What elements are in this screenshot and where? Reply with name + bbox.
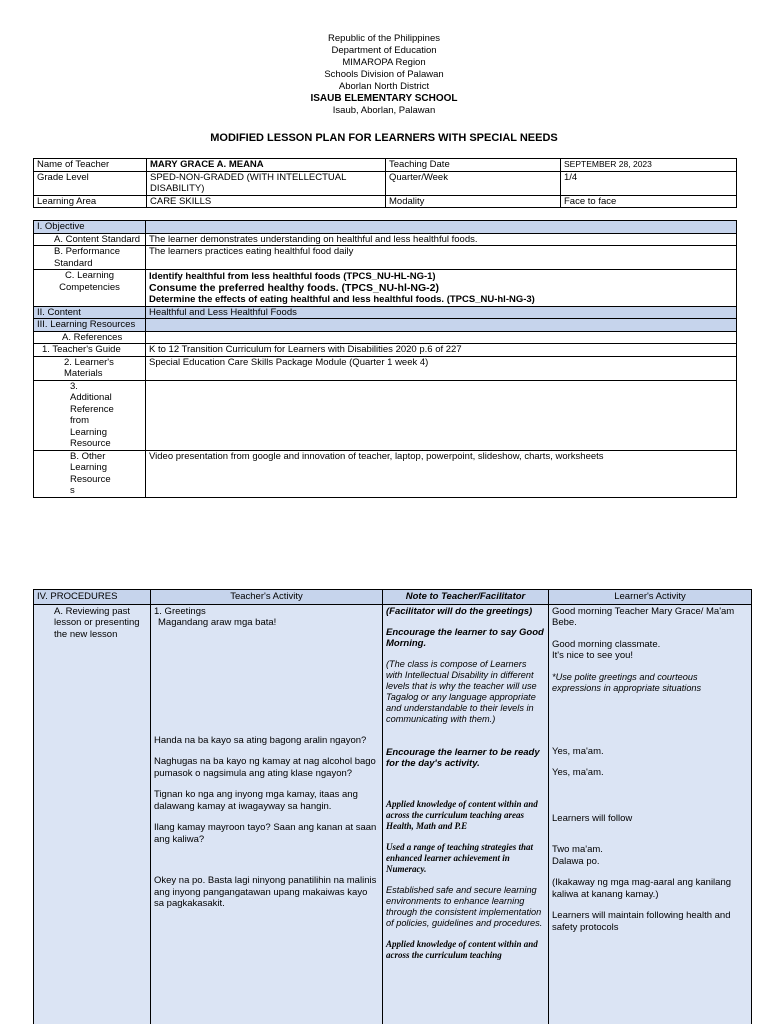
header-line: Republic of the Philippines bbox=[328, 33, 440, 44]
other-resources: Video presentation from google and innovation of teacher, laptop, powerpoint, slideshow, charts, worksheets bbox=[146, 450, 737, 497]
note-line: Established safe and secure learning environments to enhance learning through the consistent implementation of policies, guidelines and procedures. bbox=[386, 884, 543, 928]
procedures-header: IV. PROCEDURES bbox=[34, 590, 151, 605]
content-standard: The learner demonstrates understanding on healthful and less healthful foods. bbox=[146, 233, 737, 246]
school-name: ISAUB ELEMENTARY SCHOOL bbox=[310, 93, 458, 104]
other-resources-label: B. Other Learning Resource s bbox=[34, 450, 146, 497]
date-label: Teaching Date bbox=[386, 159, 561, 172]
header-line: Department of Education bbox=[331, 45, 437, 56]
teacher-line: 1. Greetings bbox=[154, 605, 206, 617]
learner-line: Yes, ma'am. bbox=[552, 767, 604, 778]
additional-reference-label: 3. Additional Reference from Learning Resource bbox=[34, 380, 146, 450]
school-address: Isaub, Aborlan, Palawan bbox=[332, 105, 436, 116]
note-line: Encourage the learner to say Good Morning. bbox=[386, 626, 544, 649]
teacher-line: Naghugas na ba kayo ng kamay at nag alcohol bago pumasok o nagsimula ang ating klase ngayon? bbox=[154, 756, 376, 779]
table-row bbox=[34, 221, 737, 234]
modality-value: Face to face bbox=[561, 195, 737, 208]
header-line: Schools Division of Palawan bbox=[324, 69, 444, 80]
learner-line: Two ma'am. bbox=[552, 844, 603, 855]
learner-line: Dalawa po. bbox=[552, 855, 600, 867]
table-row bbox=[34, 270, 737, 307]
teachers-guide: K to 12 Transition Curriculum for Learners with Disabilities 2020 p.6 of 227 bbox=[146, 344, 737, 357]
teacher-name: MARY GRACE A. MEANA bbox=[147, 159, 386, 172]
grade-label: Grade Level bbox=[34, 171, 147, 195]
procedure-step-a: A. Reviewing past lesson or presenting the new lesson bbox=[34, 604, 151, 1024]
teacher-line: Ilang kamay mayroon tayo? Saan ang kanan at saan ang kaliwa? bbox=[154, 822, 377, 845]
note-line: Applied knowledge of content within and across the curriculum teaching bbox=[386, 938, 538, 960]
table-row bbox=[34, 246, 737, 270]
content-standard-label: A. Content Standard bbox=[34, 233, 146, 246]
references-label: A. References bbox=[34, 331, 146, 344]
learner-line: Learners will follow bbox=[552, 812, 633, 824]
table-row bbox=[34, 356, 737, 380]
name-label: Name of Teacher bbox=[34, 159, 147, 172]
table-row bbox=[34, 590, 752, 605]
teaching-date: SEPTEMBER 28, 2023 bbox=[561, 159, 737, 172]
learner-activity bbox=[549, 604, 752, 1024]
note-line: (The class is compose of Learners with Intellectual Disability in different levels that is why the teacher will use Tagalog or any language appropriate and understandable to their levels in communicating with them.) bbox=[386, 658, 537, 724]
learner-line: Good morning classmate. bbox=[552, 638, 661, 650]
area-label: Learning Area bbox=[34, 195, 147, 208]
performance-standard: The learners practices eating healthful food daily bbox=[146, 246, 737, 270]
quarter-label: Quarter/Week bbox=[386, 171, 561, 195]
table-row bbox=[34, 331, 737, 344]
table-row bbox=[34, 233, 737, 246]
learner-line: It's nice to see you! bbox=[552, 650, 634, 661]
modality-label: Modality bbox=[386, 195, 561, 208]
note-line: Used a range of teaching strategies that enhanced learner achievement in Numeracy. bbox=[386, 841, 534, 874]
learner-line: (Ikakaway ng mga mag-aaral ang kanilang kaliwa at kanang kamay.) bbox=[552, 877, 732, 900]
learners-materials: Special Education Care Skills Package Module (Quarter 1 week 4) bbox=[146, 356, 737, 380]
header-line: MIMAROPA Region bbox=[342, 57, 426, 68]
competencies-label: C. Learning Competencies bbox=[34, 270, 146, 307]
competency-item: Determine the effects of eating healthful and less healthful foods. (TPCS_NU-hl-NG-3) bbox=[149, 294, 535, 305]
content-value: Healthful and Less Healthful Foods bbox=[146, 306, 737, 319]
learner-activity-header: Learner's Activity bbox=[549, 590, 752, 605]
section-objective: I. Objective bbox=[34, 221, 146, 234]
document-header bbox=[0, 33, 768, 117]
teacher-line: Handa na ba kayo sa ating bagong aralin ngayon? bbox=[154, 734, 367, 746]
teacher-line: Magandang araw mga bata! bbox=[158, 617, 277, 628]
note-line: Encourage the learner to be ready for the day's activity. bbox=[386, 746, 540, 769]
table-row bbox=[34, 319, 737, 332]
table-row bbox=[34, 380, 737, 450]
area-value: CARE SKILLS bbox=[147, 195, 386, 208]
learners-materials-label: 2. Learner's Materials bbox=[34, 356, 146, 380]
quarter-value: 1/4 bbox=[561, 171, 737, 195]
table-row bbox=[34, 195, 737, 208]
learner-line: *Use polite greetings and courteous expressions in appropriate situations bbox=[552, 671, 702, 693]
section-resources: III. Learning Resources bbox=[34, 319, 146, 332]
table-row bbox=[34, 450, 737, 497]
teacher-notes bbox=[383, 604, 549, 1024]
teachers-guide-label: 1. Teacher's Guide bbox=[34, 344, 146, 357]
grade-value: SPED-NON-GRADED (WITH INTELLECTUAL DISABILITY) bbox=[147, 171, 386, 195]
performance-standard-label: B. Performance Standard bbox=[34, 246, 146, 270]
teacher-activity-header: Teacher's Activity bbox=[151, 590, 383, 605]
table-row bbox=[34, 171, 737, 195]
note-line: Applied knowledge of content within and across the curriculum teaching areas Health, Math and P.E bbox=[386, 798, 538, 831]
note-header: Note to Teacher/Facilitator bbox=[383, 590, 549, 605]
note-line: (Facilitator will do the greetings) bbox=[386, 605, 533, 617]
section-content: II. Content bbox=[34, 306, 146, 319]
header-line: Aborlan North District bbox=[338, 81, 430, 92]
teacher-activity bbox=[151, 604, 383, 1024]
document-title: MODIFIED LESSON PLAN FOR LEARNERS WITH SPECIAL NEEDS bbox=[210, 132, 558, 144]
competency-item: Identify healthful from less healthful foods (TPCS_NU-HL-NG-1) bbox=[149, 271, 436, 282]
competency-item: Consume the preferred healthy foods. (TPCS_NU-hl-NG-2) bbox=[149, 281, 439, 294]
objectives-table bbox=[33, 220, 737, 498]
teacher-info-table bbox=[33, 158, 737, 208]
table-row bbox=[34, 159, 737, 172]
competencies bbox=[146, 270, 737, 307]
teacher-line: Okey na po. Basta lagi ninyong panatilihin na malinis ang inyong pangangatawan upang makaiwas kayo sa pagkakasakit. bbox=[154, 875, 377, 909]
table-row bbox=[34, 604, 752, 1024]
teacher-line: Tignan ko nga ang inyong mga kamay, itaas ang dalawang kamay at iwagayway sa hangin. bbox=[154, 789, 358, 812]
learner-line: Good morning Teacher Mary Grace/ Ma'am Bebe. bbox=[552, 605, 735, 628]
procedures-table bbox=[33, 589, 752, 1024]
learner-line: Yes, ma'am. bbox=[552, 745, 604, 757]
learner-line: Learners will maintain following health and safety protocols bbox=[552, 910, 731, 933]
table-row bbox=[34, 306, 737, 319]
table-row bbox=[34, 344, 737, 357]
